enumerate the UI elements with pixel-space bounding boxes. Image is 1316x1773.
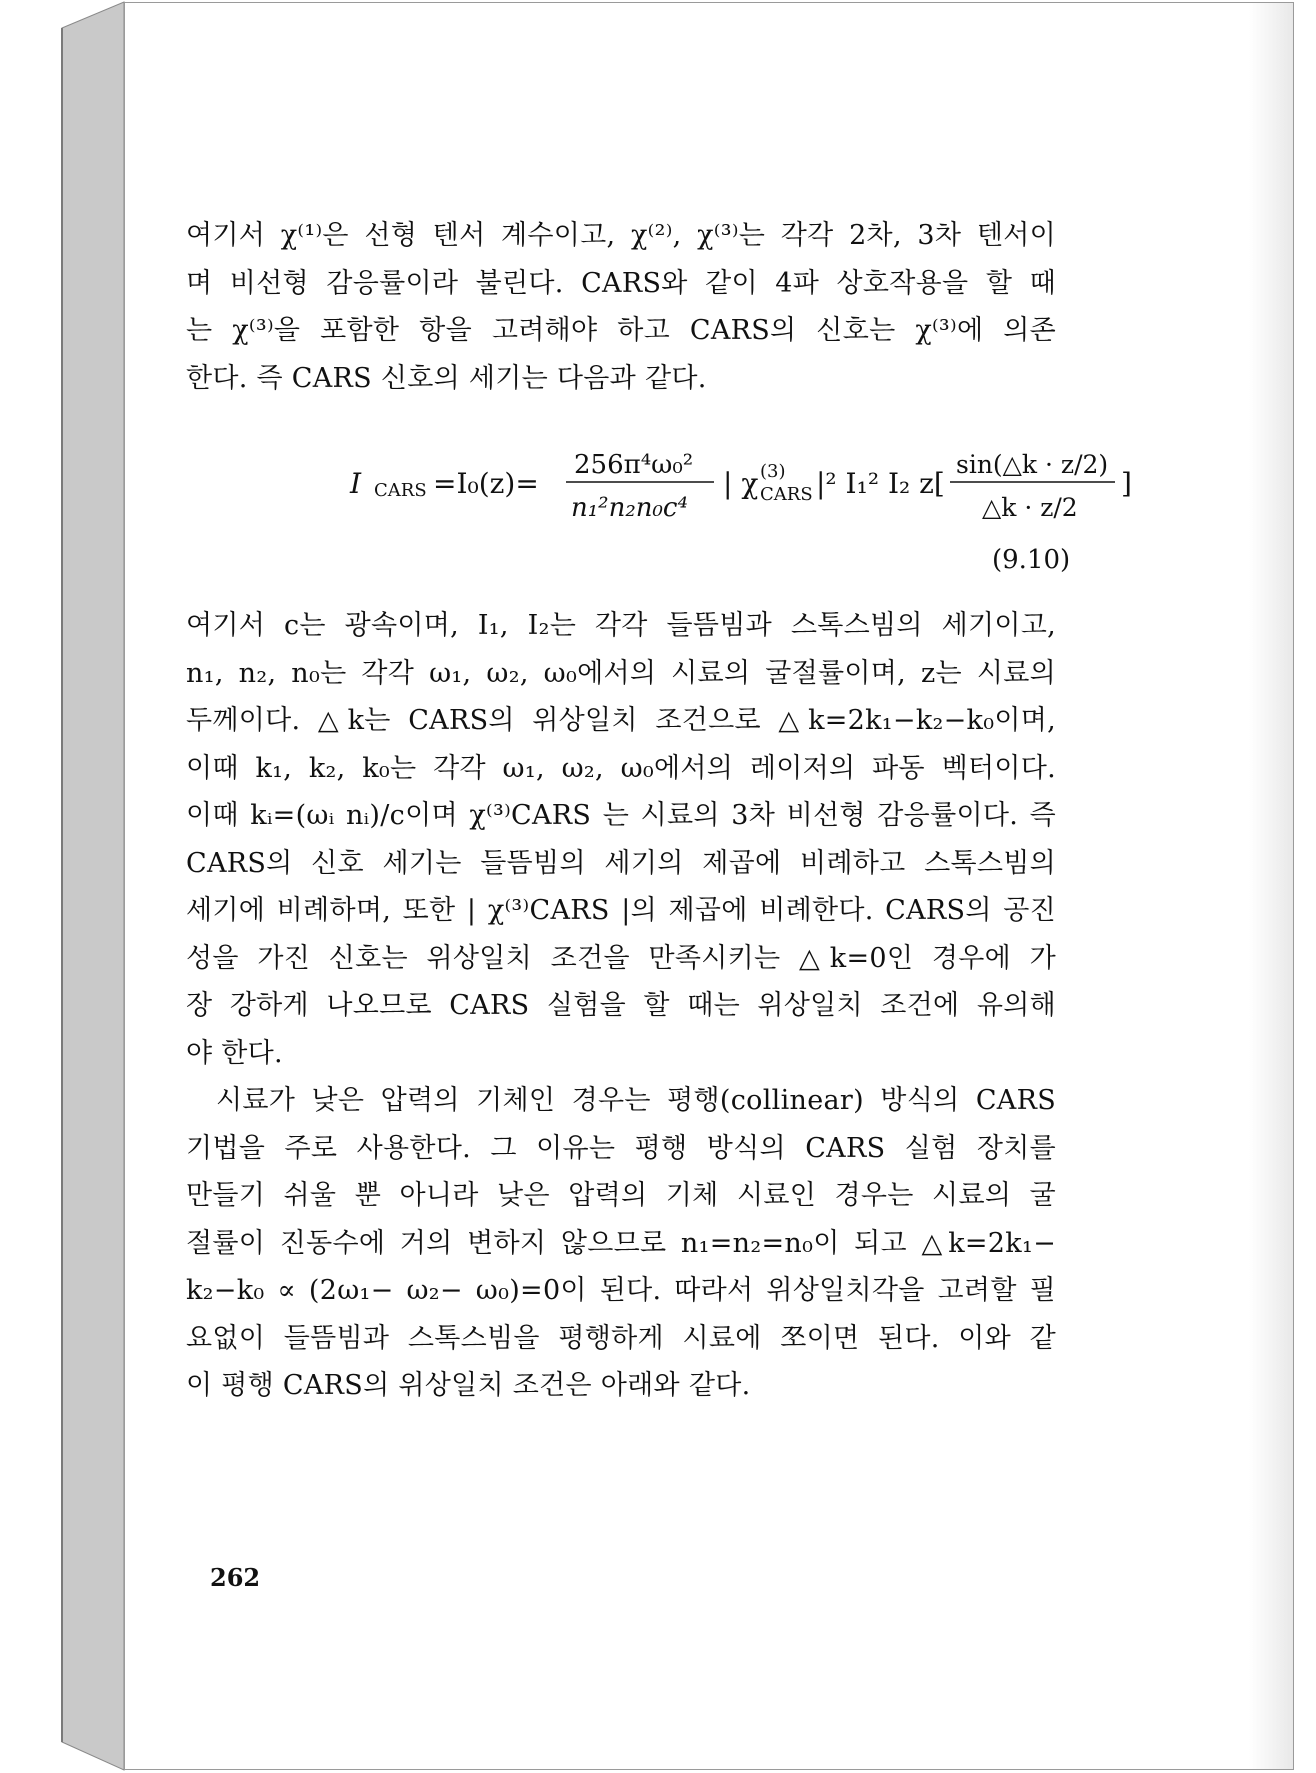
- text-line: n₁, n₂, n₀는 각각 ω₁, ω₂, ω₀에서의 시료의 굴절률이며, z는 시료의: [186, 657, 1056, 689]
- body-text-2: [186, 602, 1056, 1410]
- eq-lhs: I: [350, 467, 362, 500]
- text-line: CARS의 신호 세기는 들뜸빔의 세기의 제곱에 비례하고 스톡스빔의: [186, 847, 1056, 879]
- text-line: 성을 가진 신호는 위상일치 조건을 만족시키는 △k=0인 경우에 가: [186, 942, 1056, 974]
- paragraph-1: [186, 212, 1056, 402]
- text-line: 기법을 주로 사용한다. 그 이유는 평행 방식의 CARS 실험 장치를: [186, 1132, 1056, 1164]
- text-line: k₂−k₀ ∝ (2ω₁− ω₂− ω₀)=0이 된다. 따라서 위상일치각을 고려할 필: [186, 1275, 1056, 1306]
- text-line: 이 평행 CARS의 위상일치 조건은 아래와 같다.: [186, 1370, 751, 1401]
- text-line: 두께이다. △k는 CARS의 위상일치 조건으로 △k=2k₁−k₂−k₀이며,: [186, 705, 1056, 736]
- text-line: 요없이 들뜸빔과 스톡스빔을 평행하게 시료에 쪼이면 된다. 이와 같: [186, 1322, 1056, 1354]
- eq-intensity: =I₀(z)=: [433, 467, 539, 500]
- text-line: 이때 kᵢ=(ωᵢ nᵢ)/c이며 χ⁽³⁾CARS 는 시료의 3차 비선형 감응률이다. 즉: [186, 800, 1056, 831]
- text-line: 야 한다.: [186, 1037, 283, 1069]
- eq-sin-numerator: sin(△k · z/2): [956, 450, 1109, 479]
- body-text: [186, 212, 1056, 402]
- eq-numerator: 256π⁴ω₀²: [574, 450, 694, 480]
- text-line: 만들기 쉬울 뿐 아니라 낮은 압력의 기체 시료인 경우는 시료의 굴: [186, 1180, 1056, 1211]
- page-shadow: [1249, 3, 1293, 1769]
- text-line: 여기서 c는 광속이며, I₁, I₂는 각각 들뜸빔과 스톡스빔의 세기이고,: [186, 610, 1056, 641]
- eq-chi-sub: CARS: [760, 484, 813, 505]
- eq-sin-denominator: △k · z/2: [982, 493, 1078, 522]
- text-line: 는 χ⁽³⁾을 포함한 항을 고려해야 하고 CARS의 신호는 χ⁽³⁾에 의존: [186, 315, 1056, 346]
- eq-lhs-sub: CARS: [374, 480, 427, 501]
- paragraph-3: [186, 1077, 1056, 1410]
- text-line: 이때 k₁, k₂, k₀는 각각 ω₁, ω₂, ω₀에서의 레이저의 파동 벡터이다.: [186, 752, 1056, 784]
- text-line: 한다. 즉 CARS 신호의 세기는 다음과 같다.: [186, 362, 707, 394]
- paragraph-2: [186, 602, 1056, 1077]
- text-line: 세기에 비례하며, 또한 | χ⁽³⁾CARS |의 제곱에 비례한다. CARS의 공진: [186, 895, 1056, 926]
- eq-denominator: n₁²n₂n₀c⁴: [571, 493, 688, 523]
- text-line: 장 강하게 나오므로 CARS 실험을 할 때는 위상일치 조건에 유의해: [186, 990, 1056, 1021]
- text-line: 시료가 낮은 압력의 기체인 경우는 평행(collinear) 방식의 CARS: [216, 1085, 1056, 1116]
- text-line: 절률이 진동수에 거의 변하지 않으므로 n₁=n₂=n₀이 되고 △k=2k₁−: [186, 1227, 1056, 1259]
- equation-number: (9.10): [992, 545, 1071, 575]
- page-number: 262: [210, 1563, 261, 1592]
- text-line: 여기서 χ⁽¹⁾은 선형 텐서 계수이고, χ⁽²⁾, χ⁽³⁾는 각각 2차, 3차 텐서이: [186, 220, 1056, 251]
- eq-close: ]: [1121, 467, 1132, 500]
- eq-chi-sup: (3): [760, 461, 786, 482]
- text-line: 며 비선형 감응률이라 불린다. CARS와 같이 4파 상호작용을 할 때: [186, 267, 1056, 299]
- eq-abs-open: | χ: [723, 467, 759, 500]
- eq-middle: |² I₁² I₂ z[: [816, 467, 945, 500]
